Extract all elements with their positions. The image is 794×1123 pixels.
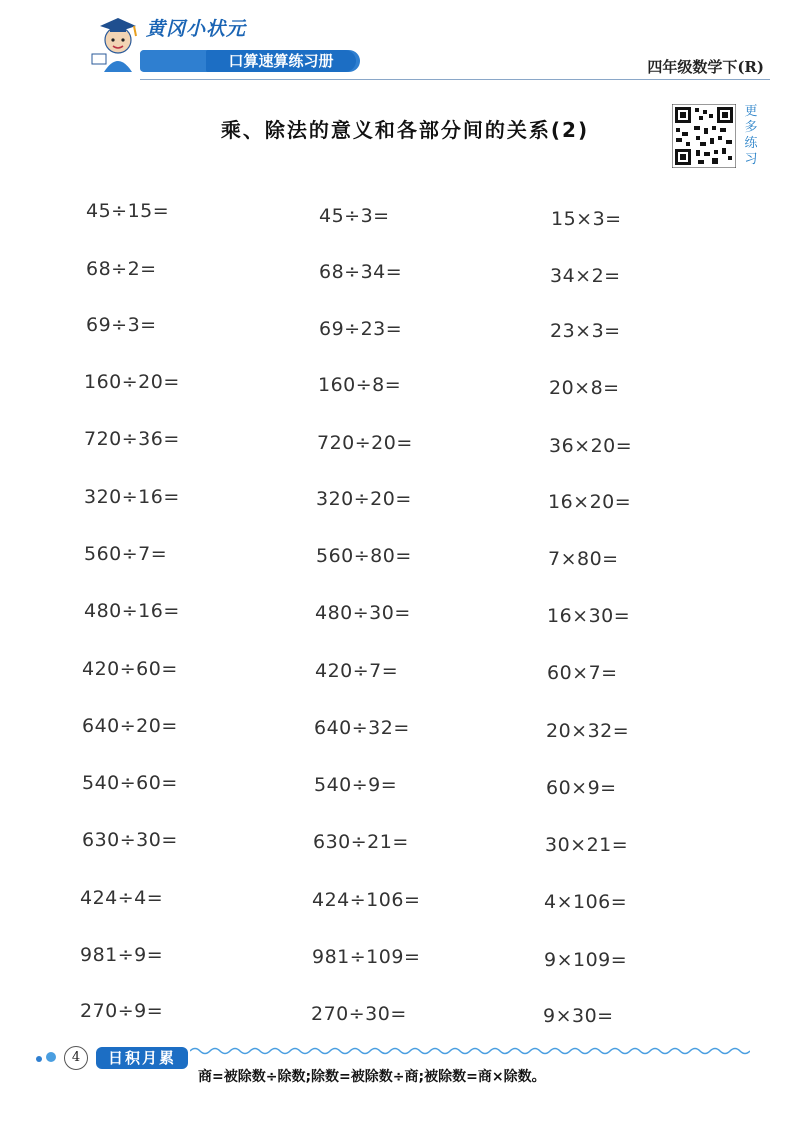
- problem-col2-1: 45÷3=: [319, 205, 390, 227]
- problem-col2-4: 160÷8=: [318, 374, 402, 396]
- footer-dot: [46, 1052, 56, 1062]
- problem-col2-2: 68÷34=: [319, 261, 403, 283]
- book-title: 口算速算练习册: [206, 50, 356, 72]
- problem-col1-5: 720÷36=: [84, 428, 180, 450]
- grade-label: 四年级数学下(R): [647, 58, 764, 76]
- problem-col2-6: 320÷20=: [316, 488, 412, 510]
- daily-tip-ribbon: 日积月累: [96, 1047, 188, 1069]
- problem-col2-5: 720÷20=: [317, 432, 413, 454]
- brand-logo-text: 黄冈小状元: [146, 18, 247, 40]
- problem-col3-11: 60×9=: [546, 777, 617, 799]
- problem-col1-11: 540÷60=: [82, 772, 178, 794]
- problem-col2-14: 981÷109=: [312, 946, 421, 968]
- problem-col1-12: 630÷30=: [82, 829, 178, 851]
- problem-col2-10: 640÷32=: [314, 717, 410, 739]
- problem-col1-10: 640÷20=: [82, 715, 178, 737]
- section-title: 乘、除法的意义和各部分间的关系(2): [220, 118, 590, 142]
- problem-col1-1: 45÷15=: [86, 200, 170, 222]
- problem-col1-7: 560÷7=: [84, 543, 168, 565]
- problem-col3-8: 16×30=: [547, 605, 631, 627]
- problem-col1-13: 424÷4=: [80, 887, 164, 909]
- problem-col3-1: 15×3=: [551, 208, 622, 230]
- qr-code-icon[interactable]: [672, 104, 736, 168]
- problem-col2-7: 560÷80=: [316, 545, 412, 567]
- tip-text: 商=被除数÷除数;除数=被除数÷商;被除数=商×除数。: [198, 1069, 546, 1085]
- problem-col3-7: 7×80=: [548, 548, 619, 570]
- problem-col1-15: 270÷9=: [80, 1000, 164, 1022]
- problem-col3-4: 20×8=: [549, 377, 620, 399]
- problem-col3-10: 20×32=: [546, 720, 630, 742]
- problem-col3-2: 34×2=: [550, 265, 621, 287]
- wave-divider: [190, 1044, 750, 1058]
- more-practice-label: 更多练习: [744, 104, 758, 167]
- problem-col3-12: 30×21=: [545, 834, 629, 856]
- problem-col1-6: 320÷16=: [84, 486, 180, 508]
- problem-col3-3: 23×3=: [550, 320, 621, 342]
- page-number: 4: [64, 1046, 88, 1070]
- problem-col2-12: 630÷21=: [313, 831, 409, 853]
- problem-col1-14: 981÷9=: [80, 944, 164, 966]
- problem-col3-6: 16×20=: [548, 491, 632, 513]
- problem-col1-8: 480÷16=: [84, 600, 180, 622]
- problem-col2-8: 480÷30=: [315, 602, 411, 624]
- problem-col1-4: 160÷20=: [84, 371, 180, 393]
- problem-col2-15: 270÷30=: [311, 1003, 407, 1025]
- problem-col1-3: 69÷3=: [86, 314, 157, 336]
- problem-col2-11: 540÷9=: [314, 774, 398, 796]
- problem-col1-9: 420÷60=: [82, 658, 178, 680]
- problem-col1-2: 68÷2=: [86, 258, 157, 280]
- mascot-icon: [88, 10, 148, 74]
- problem-col3-5: 36×20=: [549, 435, 633, 457]
- problem-col2-3: 69÷23=: [319, 318, 403, 340]
- problem-col3-13: 4×106=: [544, 891, 628, 913]
- header-divider: [140, 79, 770, 80]
- problem-col3-9: 60×7=: [547, 662, 618, 684]
- footer-dot: [36, 1056, 42, 1062]
- problem-col3-15: 9×30=: [543, 1005, 614, 1027]
- problem-col2-9: 420÷7=: [315, 660, 399, 682]
- problem-col3-14: 9×109=: [544, 949, 628, 971]
- problem-col2-13: 424÷106=: [312, 889, 421, 911]
